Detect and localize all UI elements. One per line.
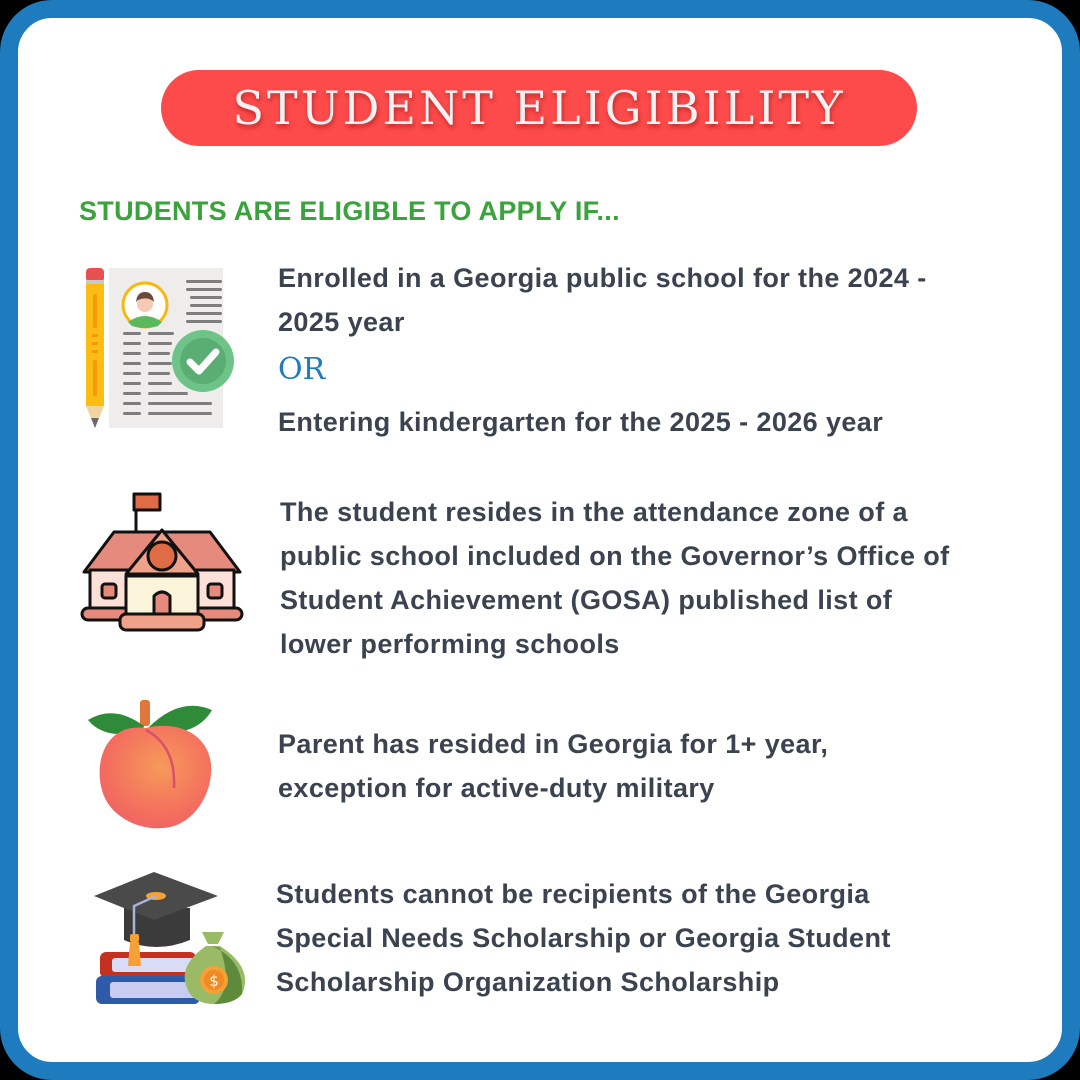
or-separator: OR (278, 352, 326, 387)
criterion-2-line-2: public school included on the Governor’s Office of (280, 541, 950, 571)
title-banner (161, 70, 917, 146)
criterion-4-line-2: Special Needs Scholarship or Georgia Student (276, 923, 891, 953)
svg-text:$: $ (209, 972, 219, 990)
peach-icon (84, 696, 216, 832)
graduation-cap-books-money-bag-icon (94, 868, 246, 1008)
criterion-1-line-3: Entering kindergarten for the 2025 - 2026 year (278, 407, 884, 437)
criterion-1-line-2: 2025 year (278, 307, 405, 337)
criterion-4-line-3: Scholarship Organization Scholarship (276, 967, 780, 997)
application-form-checkmark-icon (82, 266, 238, 430)
section-subtitle: STUDENTS ARE ELIGIBLE TO APPLY IF... (79, 196, 620, 226)
page-title: STUDENT ELIGIBILITY (232, 81, 846, 135)
criterion-1-line-1: Enrolled in a Georgia public school for the 2024 - (278, 263, 927, 293)
criterion-2-line-4: lower performing schools (280, 629, 620, 659)
criterion-3-line-1: Parent has resided in Georgia for 1+ year, (278, 729, 829, 759)
criterion-3-line-2: exception for active-duty military (278, 773, 715, 803)
criterion-2-line-3: Student Achievement (GOSA) published list of (280, 585, 893, 615)
criterion-4-line-1: Students cannot be recipients of the Georgia (276, 879, 870, 909)
criterion-2-line-1: The student resides in the attendance zone of a (280, 497, 908, 527)
schoolhouse-icon (80, 492, 244, 634)
